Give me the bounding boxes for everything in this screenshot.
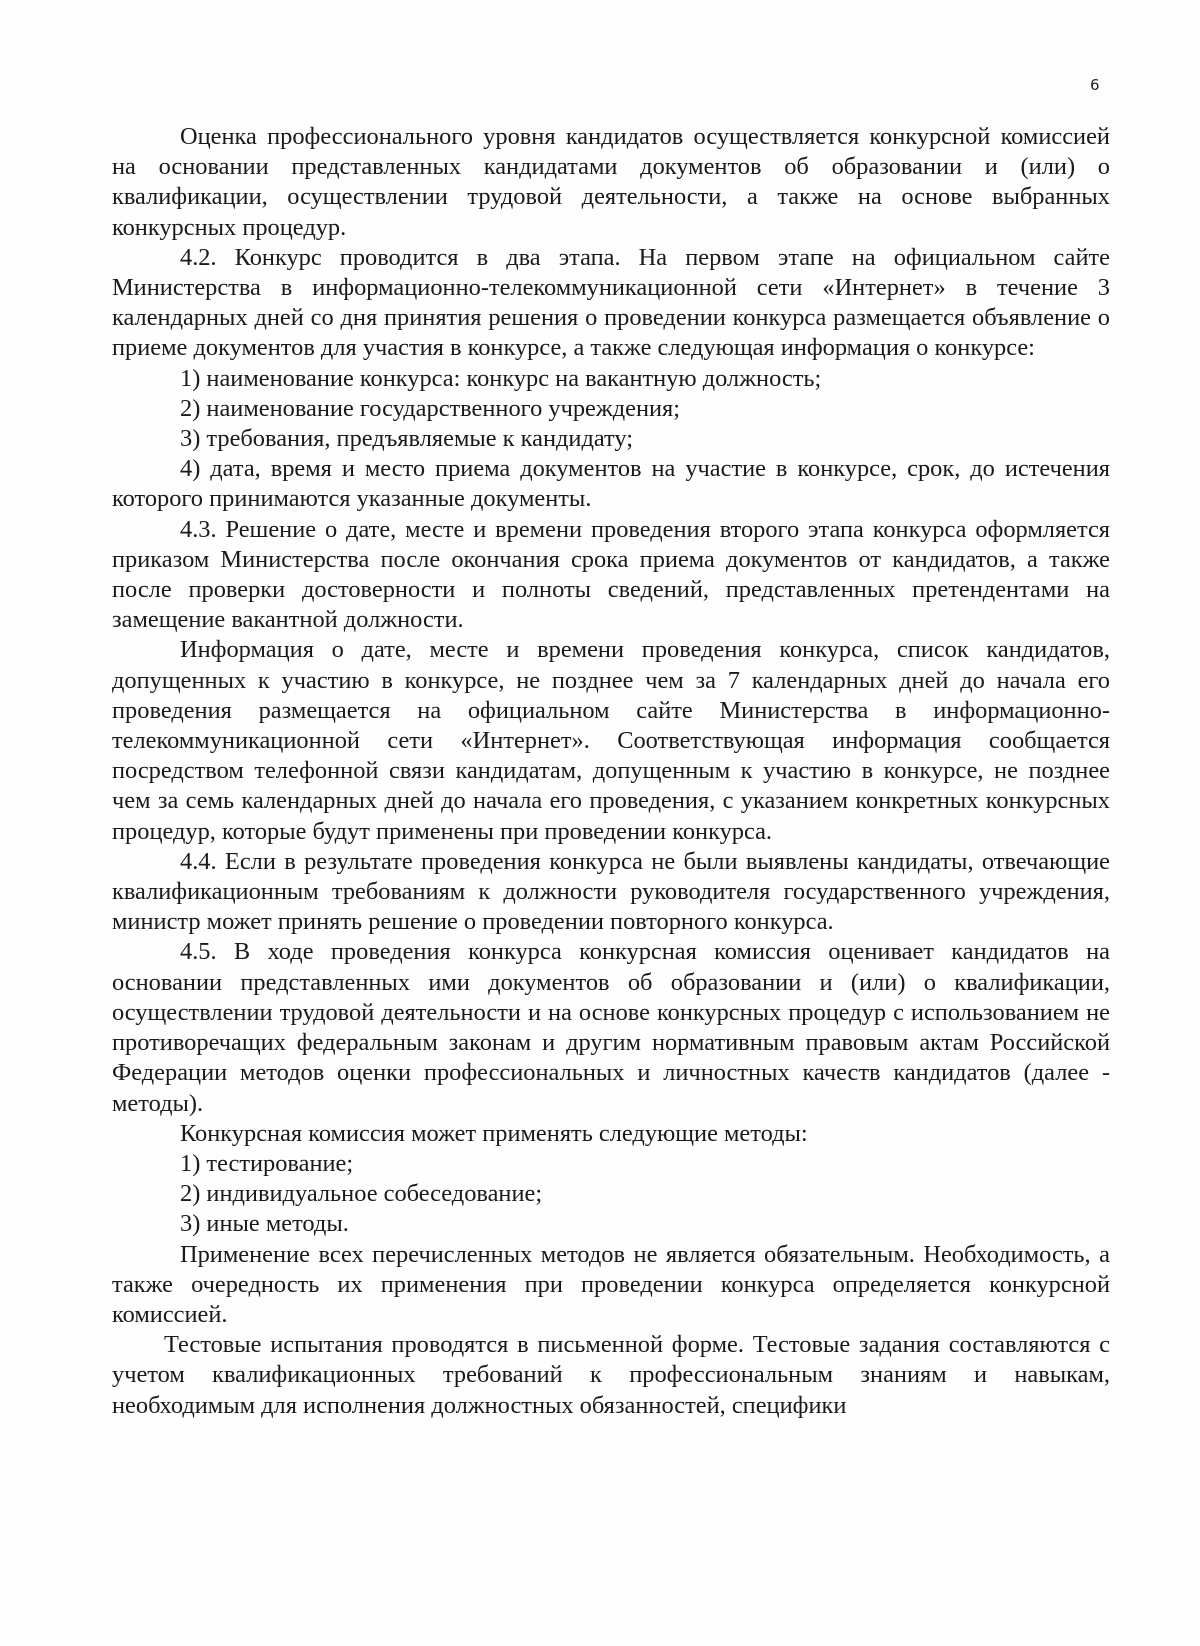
- list-item: 3) иные методы.: [180, 1210, 349, 1238]
- paragraph: Оценка профессионального уровня кандидатов осуществляется конкурсной комиссией на основании представленных кандидатами документов об образовании и (или) о квалификации, осуществлении трудовой деятельности, а также на основе выбранных конкурсных процедур.: [112, 123, 1110, 241]
- paragraph: 4.2. Конкурс проводится в два этапа. На первом этапе на официальном сайте Министерства в информационно-телекоммуникационной сети «Интернет» в течение 3 календарных дней со дня принятия решения о проведении конкурса размещается объявление о приеме документов для участия в конкурсе, а также следующая информация о конкурсе:: [112, 243, 1110, 362]
- paragraph: 4.3. Решение о дате, месте и времени проведения второго этапа конкурса оформляется приказом Министерства после окончания срока приема документов от кандидатов, а также после проверки достоверности и полноты сведений, представленных претендентами на замещение вакантной должности.: [112, 515, 1110, 634]
- paragraph: Применение всех перечисленных методов не является обязательным. Необходимость, а также очередность их применения при проведении конкурса определяется конкурсной комиссией.: [112, 1240, 1110, 1328]
- list-item: 4) дата, время и место приема документов на участие в конкурсе, срок, до истечения которого принимаются указанные документы.: [112, 455, 1110, 513]
- paragraph: Информация о дате, месте и времени проведения конкурса, список кандидатов, допущенных к участию в конкурсе, не позднее чем за 7 календарных дней до начала его проведения размещается на официальном сайте Министерства в информационно-телекоммуникационной сети «Интернет». Соответствующая информация сообщается посредством телефонной связи кандидатам, допущенным к участию в конкурсе, не позднее чем за семь календарных дней до начала его проведения, с указанием конкретных конкурсных процедур, которые будут применены при проведении конкурса.: [112, 636, 1110, 845]
- page-number: 6: [1090, 76, 1100, 94]
- list-item: 1) тестирование;: [180, 1149, 354, 1177]
- list-item: 2) индивидуальное собеседование;: [180, 1180, 543, 1208]
- paragraph: 4.4. Если в результате проведения конкурса не были выявлены кандидаты, отвечающие квалификационным требованиям к должности руководителя государственного учреждения, министр может принять решение о проведении повторного конкурса.: [112, 847, 1110, 936]
- paragraph: Тестовые испытания проводятся в письменной форме. Тестовые задания составляются с учетом квалификационных требований к профессиональным знаниям и навыкам, необходимым для исполнения должностных обязанностей, специфики: [112, 1331, 1110, 1419]
- list-item: 1) наименование конкурса: конкурс на вакантную должность;: [180, 364, 822, 392]
- list-item: 2) наименование государственного учреждения;: [180, 394, 681, 422]
- document-body: [112, 122, 1110, 1421]
- list-item: 3) требования, предъявляемые к кандидату;: [180, 425, 634, 453]
- paragraph: 4.5. В ходе проведения конкурса конкурсная комиссия оценивает кандидатов на основании представленных ими документов об образовании и (или) о квалификации, осуществлении трудовой деятельности и на основе конкурсных процедур с использованием не противоречащих федеральным законам и другим нормативным правовым актам Российской Федерации методов оценки профессиональных и личностных качеств кандидатов (далее - методы).: [112, 938, 1110, 1117]
- paragraph: Конкурсная комиссия может применять следующие методы:: [180, 1119, 808, 1147]
